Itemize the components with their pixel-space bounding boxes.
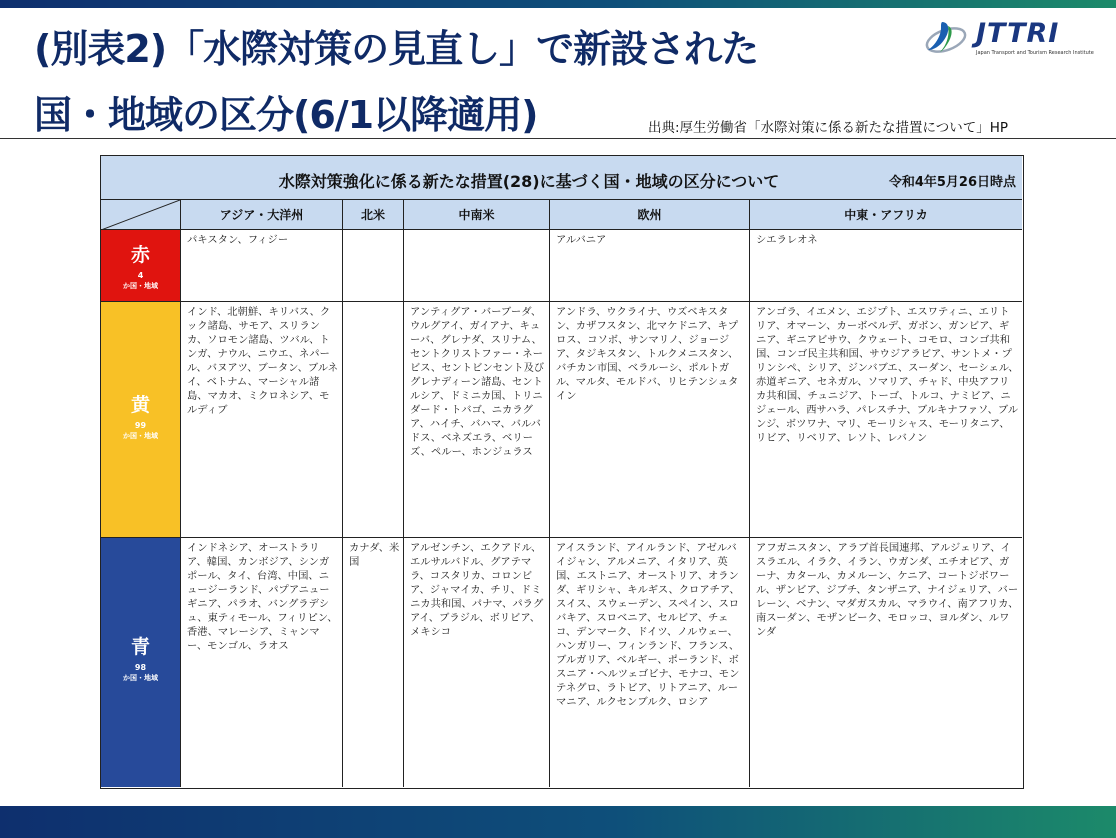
column-header-europe: 欧州 [549, 200, 749, 230]
slide-title-line1: (別表2)「水際対策の見直し」で新設された [34, 27, 759, 71]
table-title: 水際対策強化に係る新たな措置(28)に基づく国・地域の区分について [278, 172, 780, 191]
slide-title-line2: 国・地域の区分(6/1以降適用) [34, 93, 538, 137]
row-label-red [101, 230, 180, 301]
row-label-yellow [101, 302, 180, 537]
column-header-middle-east-africa: 中東・アフリカ [749, 200, 1022, 230]
column-header-row [101, 200, 1022, 230]
cell-red-north-america [342, 230, 403, 301]
row-label-blue [101, 538, 180, 787]
cell-yellow-north-america [342, 302, 403, 537]
jttri-logo [920, 16, 1094, 60]
cell-blue-asia: インドネシア、オーストラリア、韓国、カンボジア、シンガポール、タイ、台湾、中国、ニュージーランド、パプアニューギニア、パラオ、バングラデシュ、東ティモール、フィリピン、香港、マレーシア、ミャンマー、モンゴル、ラオス [180, 538, 342, 787]
column-header-asia: アジア・大洋州 [180, 200, 342, 230]
row-count: 98 [134, 663, 147, 672]
cell-blue-north-america: カナダ、米国 [342, 538, 403, 787]
row-label-text: 黄 [130, 394, 150, 416]
title-divider [0, 138, 1116, 139]
row-count-unit: か国・地域 [123, 674, 158, 682]
row-label-text: 赤 [130, 244, 150, 266]
table-row-red [101, 230, 1022, 302]
row-count: 4 [137, 271, 144, 280]
table-row-yellow [101, 302, 1022, 538]
classification-table [100, 155, 1024, 789]
row-label-text: 青 [130, 636, 150, 658]
table-row-blue [101, 538, 1022, 787]
jttri-logo-icon [920, 18, 968, 58]
cell-blue-middle-east-africa: アフガニスタン、アラブ首長国連邦、アルジェリア、イスラエル、イラク、イラン、ウガンダ、エチオピア、ガーナ、カタール、カメルーン、ケニア、コートジボワール、ザンビア、ジブチ、タンザニア、ナイジェリア、バーレーン、ベナン、マダガスカル、マラウイ、南アフリカ、南スーダン、モザンビーク、モロッコ、ヨルダン、ルワンダ [749, 538, 1022, 787]
row-count-unit: か国・地域 [123, 282, 158, 290]
cell-yellow-latin-america: アンティグア・バーブーダ、ウルグアイ、ガイアナ、キューバ、グレナダ、スリナム、セントクリストファー・ネービス、セントビンセント及びグレナディーン諸島、セントルシア、ドミニカ国、トリニダード・トバゴ、ニカラグア、ハイチ、バハマ、バルバドス、ベネズエラ、ベリーズ、ペルー、ホンジュラス [403, 302, 549, 537]
column-header-latin-america: 中南米 [403, 200, 549, 230]
cell-yellow-asia: インド、北朝鮮、キリバス、クック諸島、サモア、スリランカ、ソロモン諸島、ツバル、トンガ、ナウル、ニウエ、ネパール、バヌアツ、ブータン、ブルネイ、ベトナム、マーシャル諸島、マカオ、ミクロネシア、モルディブ [180, 302, 342, 537]
cell-red-latin-america [403, 230, 549, 301]
column-header-north-america: 北米 [342, 200, 403, 230]
source-note: 出典:厚生労働省「水際対策に係る新たな措置について」HP [648, 120, 1009, 136]
cell-red-asia: パキスタン、フィジー [180, 230, 342, 301]
cell-yellow-europe: アンドラ、ウクライナ、ウズベキスタン、カザフスタン、北マケドニア、キプロス、コソボ、サンマリノ、ジョージア、タジキスタン、トルクメニスタン、バチカン市国、ベラルーシ、ポルトガル、マルタ、モルドバ、リヒテンシュタイン [549, 302, 749, 537]
logo-wordmark: JTTRI [976, 18, 1060, 49]
cell-blue-europe: アイスランド、アイルランド、アゼルバイジャン、アルメニア、イタリア、英国、エストニア、オーストリア、オランダ、ギリシャ、キルギス、クロアチア、スイス、スウェーデン、スペイン、スロバキア、スロベニア、セルビア、チェコ、デンマーク、ドイツ、ノルウェー、ハンガリー、フィンランド、フランス、ブルガリア、ベルギー、ポーランド、ボスニア・ヘルツェゴビナ、モナコ、モンテネグロ、ラトビア、リトアニア、ルーマニア、ルクセンブルク、ロシア [549, 538, 749, 787]
cell-red-europe: アルバニア [549, 230, 749, 301]
bottom-accent-bar [0, 806, 1116, 838]
corner-diagonal [101, 200, 180, 230]
logo-subtitle: Japan Transport and Tourism Research Institute [976, 50, 1094, 56]
table-title-bar [101, 156, 1022, 200]
cell-red-middle-east-africa: シエラレオネ [749, 230, 1022, 301]
row-count: 99 [134, 421, 147, 430]
row-count-unit: か国・地域 [123, 432, 158, 440]
cell-yellow-middle-east-africa: アンゴラ、イエメン、エジプト、エスワティニ、エリトリア、オマーン、カーボベルデ、ガボン、ガンビア、ギニア、ギニアビサウ、クウェート、コモロ、コンゴ共和国、コンゴ民主共和国、サウジアラビア、サントメ・プリンシペ、シリア、ジンバブエ、スーダン、セーシェル、赤道ギニア、セネガル、ソマリア、チャド、中央アフリカ共和国、チュニジア、トーゴ、トルコ、ナミビア、ニジェール、西サハラ、パレスチナ、ブルキナファソ、ブルンジ、ボツワナ、マリ、モーリシャス、モーリタニア、リビア、リベリア、レソト、レバノン [749, 302, 1022, 537]
top-accent-bar [0, 0, 1116, 8]
cell-blue-latin-america: アルゼンチン、エクアドル、エルサルバドル、グアテマラ、コスタリカ、コロンビア、ジャマイカ、チリ、ドミニカ共和国、パナマ、パラグアイ、ブラジル、ボリビア、メキシコ [403, 538, 549, 787]
table-date: 令和4年5月26日時点 [888, 175, 1016, 190]
